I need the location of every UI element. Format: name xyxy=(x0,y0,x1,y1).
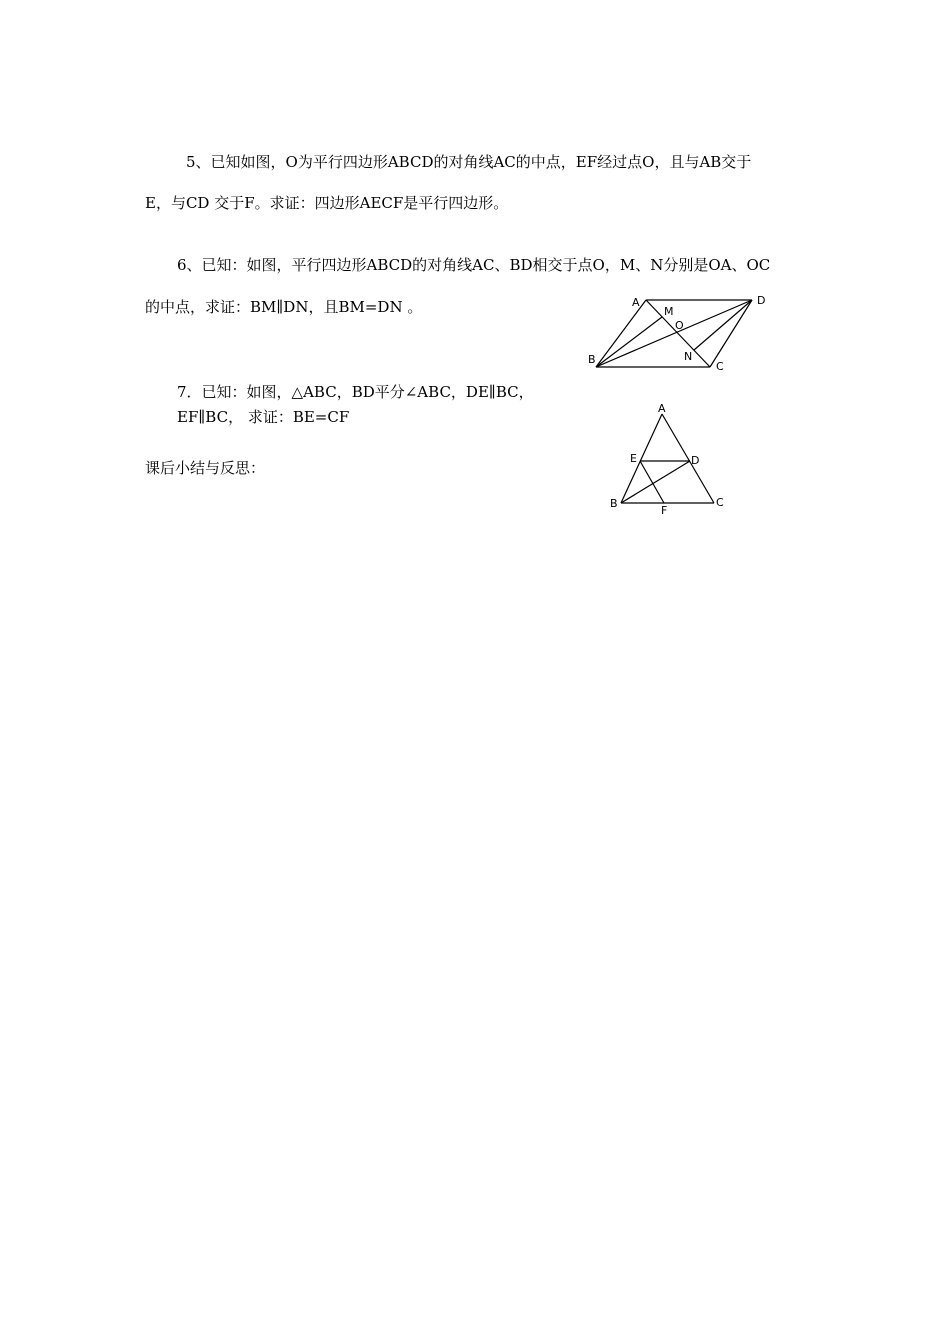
problem-5-line-1: 5、已知如图，O为平行四边形ABCD的对角线AC的中点，EF经过点O，且与AB交于 xyxy=(186,153,752,171)
segment-ef xyxy=(640,461,664,503)
diagonal-bd xyxy=(596,300,752,367)
parallelogram-figure xyxy=(580,290,780,375)
label-a: A xyxy=(658,402,666,415)
label-a: A xyxy=(632,296,640,309)
label-e: E xyxy=(630,452,637,465)
label-c: C xyxy=(716,496,724,509)
diagonal-ac xyxy=(646,300,710,367)
side-ac xyxy=(662,414,714,503)
problem-6-line-2: 的中点，求证：BM∥DN，且BM=DN 。 xyxy=(145,298,423,316)
problem-6-line-1: 6、已知：如图，平行四边形ABCD的对角线AC、BD相交于点O，M、N分别是OA、OC xyxy=(177,256,771,274)
summary-label: 课后小结与反思： xyxy=(145,459,266,477)
label-c: C xyxy=(716,360,724,373)
label-d: D xyxy=(691,454,700,467)
segment-bm xyxy=(596,317,662,367)
label-d: D xyxy=(757,294,766,307)
label-b: B xyxy=(610,497,618,510)
label-f: F xyxy=(661,504,668,517)
problem-5-line-2: E，与CD 交于F。求证：四边形AECF是平行四边形。 xyxy=(145,194,509,212)
problem-7-line-2: EF∥BC， 求证：BE=CF xyxy=(177,408,350,426)
segment-dn xyxy=(694,300,752,350)
segment-bd xyxy=(621,461,690,503)
side-ab xyxy=(596,300,646,367)
problem-7-line-1: 7．已知：如图，△ABC，BD平分∠ABC，DE∥BC， xyxy=(177,383,534,401)
label-o: O xyxy=(675,319,684,332)
label-m: M xyxy=(664,305,674,318)
label-n: N xyxy=(684,350,693,363)
side-dc xyxy=(710,300,752,367)
label-b: B xyxy=(588,353,596,366)
triangle-figure xyxy=(600,400,740,520)
